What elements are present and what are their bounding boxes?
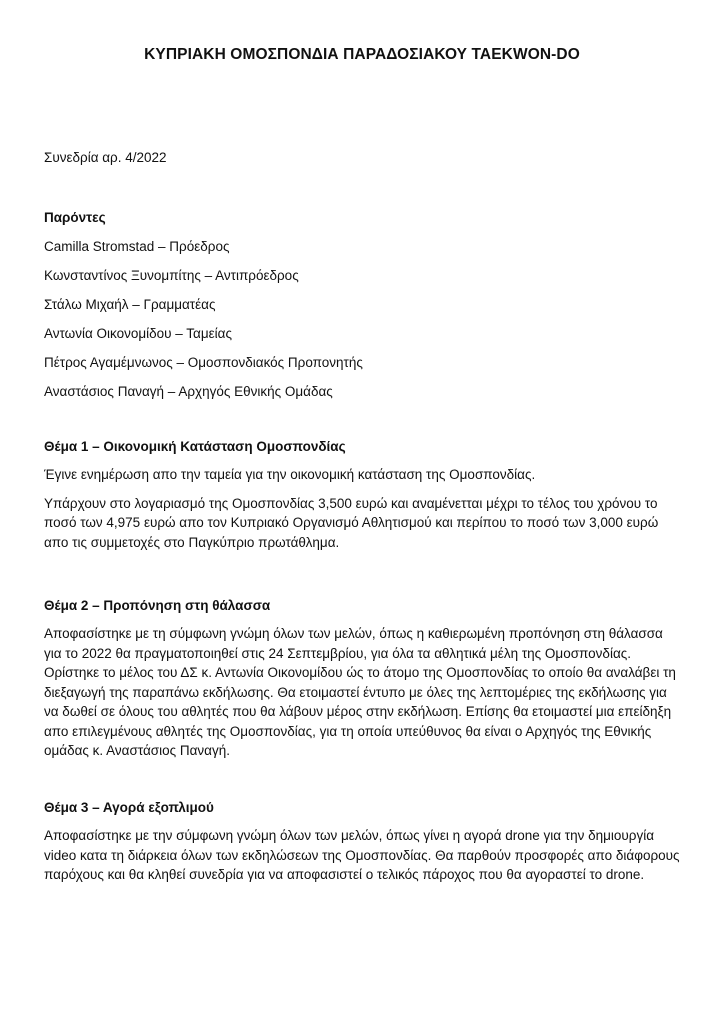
section-title: Θέμα 1 – Οικονομική Κατάσταση Ομοσπονδίας: [44, 439, 346, 454]
attendees-heading: Παρόντες: [44, 210, 106, 225]
attendee-item: Πέτρος Αγαμέμνωνος – Ομοσπονδιακός Προπονητής: [44, 355, 363, 370]
section-paragraph: Αποφασίστηκε με τη σύμφωνη γνώμη όλων των μελών, όπως η καθιερωμένη προπόνηση στη θάλασσα για το 2022 θα πραγματοποιηθεί στις 24 Σεπτεμβρίου, για όλα τα αθλητικά μέλη της Ομοσπονδίας. Ορίστηκε το μέλος του ΔΣ κ. Αντωνία Οικονομίδου ώς το άτομο της Ομοσπονδίας το οποίο θα αναλάβει τη διεξαγωγή της παραπάνω εκδήλωσης. Θα ετοιμαστεί έντυπο με όλες της λεπτομέριες της εκδήλωσης για να δωθεί σε όλους του αθλητές που θα λάβουν μέρος στην εκδήλωση. Επίσης θα ετοιμαστεί μια επείδηξη απο επιλεγμένους αθλητές της Ομοσπονδίας, για τη οποία υπεύθυνος θα είναι ο Αρχηγός της Εθνικής ομάδας κ. Αναστάσιος Παναγή.: [44, 626, 676, 758]
section-equipment-purchase: [44, 798, 684, 894]
section-sea-training: [44, 596, 684, 770]
document-title: ΚΥΠΡΙΑΚΗ ΟΜΟΣΠΟΝΔΙΑ ΠΑΡΑΔΟΣΙΑΚΟΥ TAEKWON-DO: [144, 46, 580, 63]
attendee-item: Camilla Stromstad – Πρόεδρος: [44, 239, 230, 254]
attendee-item: Αναστάσιος Παναγή – Αρχηγός Εθνικής Ομάδας: [44, 384, 333, 399]
meeting-number: Συνεδρία αρ. 4/2022: [44, 150, 167, 165]
section-title: Θέμα 3 – Αγορά εξοπλιμού: [44, 800, 214, 815]
section-paragraph: Αποφασίστηκε με την σύμφωνη γνώμη όλων των μελών, όπως γίνει η αγορά drone για την δημιουργία video κατα τη διάρκεια όλων των εκδηλώσεων της Ομοσπονδίας. Θα παρθούν προσφορές απο διάφορους παρόχους και θα κληθεί συνεδρία για να αποφασιστεί ο τελικός πάροχος που θα αγοραστεί το drone.: [44, 828, 680, 882]
section-financial-status: [44, 437, 684, 561]
attendee-item: Κωνσταντίνος Ξυνομπίτης – Αντιπρόεδρος: [44, 268, 299, 283]
section-title: Θέμα 2 – Προπόνηση στη θάλασσα: [44, 598, 271, 613]
attendee-item: Στάλω Μιχαήλ – Γραμματέας: [44, 297, 216, 312]
section-paragraph: Έγινε ενημέρωση απο την ταμεία για την οικονομική κατάσταση της Ομοσπονδίας.: [44, 467, 536, 482]
section-paragraph: Υπάρχουν στο λογαριασμό της Ομοσπονδίας 3,500 ευρώ και αναμένετται μέχρι το τέλος του χρόνου το ποσό των 4,975 ευρώ απο τον Κυπριακό Οργανισμό Αθλητισμού και περίπου το ποσό των 3,000 ευρώ απο τις συμμετοχές στο Παγκύπριο πρωτάθλημα.: [44, 495, 659, 550]
attendee-item: Αντωνία Οικονομίδου – Ταμείας: [44, 326, 232, 341]
attendees-list: [44, 208, 363, 411]
